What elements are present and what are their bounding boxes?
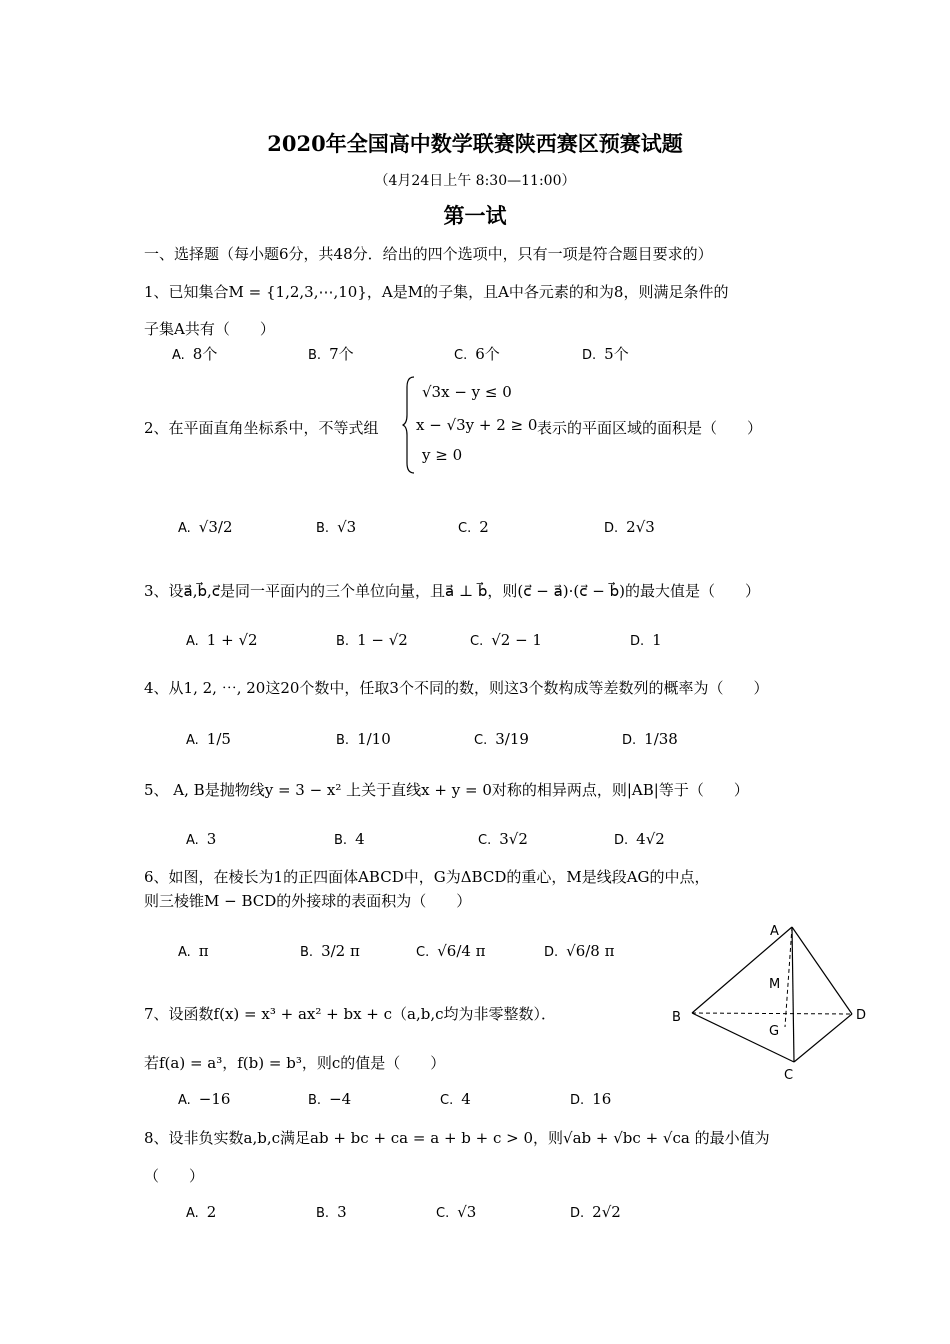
q2-option-b: B. √3 bbox=[316, 518, 357, 536]
q7-option-d: D. 16 bbox=[570, 1090, 612, 1108]
q2-option-c: C. 2 bbox=[458, 518, 489, 536]
q6-option-d: D. √6/8 π bbox=[544, 942, 615, 960]
question-2-suffix: 表示的平面区域的面积是（ ） bbox=[537, 419, 763, 437]
q1-option-c: C. 6个 bbox=[454, 345, 500, 363]
q7-option-a: A. −16 bbox=[178, 1090, 231, 1108]
q1-option-b: B. 7个 bbox=[308, 345, 354, 363]
tetrahedron-figure bbox=[668, 915, 878, 1085]
question-7-line-1: 7、设函数f(x) = x³ + ax² + bx + c（a,b,c均为非零整数）． bbox=[144, 1005, 557, 1023]
question-8-line-1: 8、设非负实数a,b,c满足ab + bc + ca = a + b + c > 0，则√ab + √bc + √ca 的最小值为 bbox=[144, 1129, 770, 1147]
question-6-line-1: 6、如图，在棱长为1的正四面体ABCD中，G为ΔBCD的重心，M是线段AG的中点， bbox=[144, 868, 710, 886]
q8-option-d: D. 2√2 bbox=[570, 1203, 621, 1221]
q5-option-d: D. 4√2 bbox=[614, 830, 665, 848]
question-3-line-1: 3、设a⃗,b⃗,c⃗是同一平面内的三个单位向量，且a⃗ ⊥ b⃗，则(c⃗ − a⃗)·(c⃗ − b⃗)的最大值是（ ） bbox=[144, 582, 760, 600]
label-c: C bbox=[784, 1068, 794, 1083]
q7-option-c: C. 4 bbox=[440, 1090, 471, 1108]
label-a: A bbox=[770, 924, 779, 939]
q3-option-b: B. 1 − √2 bbox=[336, 631, 408, 649]
q5-option-c: C. 3√2 bbox=[478, 830, 528, 848]
q3-option-c: C. √2 − 1 bbox=[470, 631, 542, 649]
q6-option-c: C. √6/4 π bbox=[416, 942, 486, 960]
brace-icon bbox=[402, 375, 416, 475]
question-2-prefix: 2、在平面直角坐标系中，不等式组 bbox=[144, 419, 379, 437]
question-5-line-1: 5、 A, B是抛物线y = 3 − x² 上关于直线x + y = 0对称的相异两点，则|AB|等于（ ） bbox=[144, 781, 749, 799]
q5-option-a: A. 3 bbox=[186, 830, 217, 848]
section-title: 第一试 bbox=[443, 203, 507, 228]
q4-option-a: A. 1/5 bbox=[186, 730, 231, 748]
q8-option-a: A. 2 bbox=[186, 1203, 217, 1221]
question-4-line-1: 4、从1, 2, ⋯, 20这20个数中，任取3个不同的数，则这3个数构成等差数列的概率为（ ） bbox=[144, 679, 769, 697]
question-1-line-2: 子集A共有（ ） bbox=[144, 320, 275, 338]
q6-option-a: A. π bbox=[178, 942, 209, 960]
exam-time: （4月24日上午 8:30—11:00） bbox=[374, 173, 576, 189]
system-line-2: x − √3y + 2 ≥ 0 bbox=[416, 416, 538, 434]
label-g: G bbox=[769, 1024, 780, 1039]
q3-option-d: D. 1 bbox=[630, 631, 662, 649]
label-m: M bbox=[769, 977, 781, 992]
q2-option-d: D. 2√3 bbox=[604, 518, 655, 536]
q6-option-b: B. 3/2 π bbox=[300, 942, 360, 960]
page-title: 2020年全国高中数学联赛陕西赛区预赛试题 bbox=[267, 131, 683, 156]
system-line-3: y ≥ 0 bbox=[422, 446, 463, 464]
part-heading: 一、选择题（每小题6分，共48分．给出的四个选项中，只有一项是符合题目要求的） bbox=[144, 245, 713, 263]
question-1-line-1: 1、已知集合M = {1,2,3,⋯,10}，A是M的子集，且A中各元素的和为8，则满足条件的 bbox=[144, 283, 729, 301]
q2-option-a: A. √3/2 bbox=[178, 518, 233, 536]
q4-option-d: D. 1/38 bbox=[622, 730, 678, 748]
label-b: B bbox=[672, 1010, 681, 1025]
q5-option-b: B. 4 bbox=[334, 830, 365, 848]
question-6-line-2: 则三棱锥M − BCD的外接球的表面积为（ ） bbox=[144, 892, 472, 910]
q3-option-a: A. 1 + √2 bbox=[186, 631, 258, 649]
question-7-line-2: 若f(a) = a³，f(b) = b³，则c的值是（ ） bbox=[144, 1054, 446, 1072]
q4-option-b: B. 1/10 bbox=[336, 730, 391, 748]
q7-option-b: B. −4 bbox=[308, 1090, 352, 1108]
q4-option-c: C. 3/19 bbox=[474, 730, 529, 748]
q1-option-a: A. 8个 bbox=[172, 345, 218, 363]
q1-option-d: D. 5个 bbox=[582, 345, 629, 363]
q8-option-c: C. √3 bbox=[436, 1203, 477, 1221]
label-d: D bbox=[856, 1008, 867, 1023]
q8-option-b: B. 3 bbox=[316, 1203, 347, 1221]
system-line-1: √3x − y ≤ 0 bbox=[422, 383, 512, 401]
question-8-line-2: （ ） bbox=[144, 1167, 205, 1185]
